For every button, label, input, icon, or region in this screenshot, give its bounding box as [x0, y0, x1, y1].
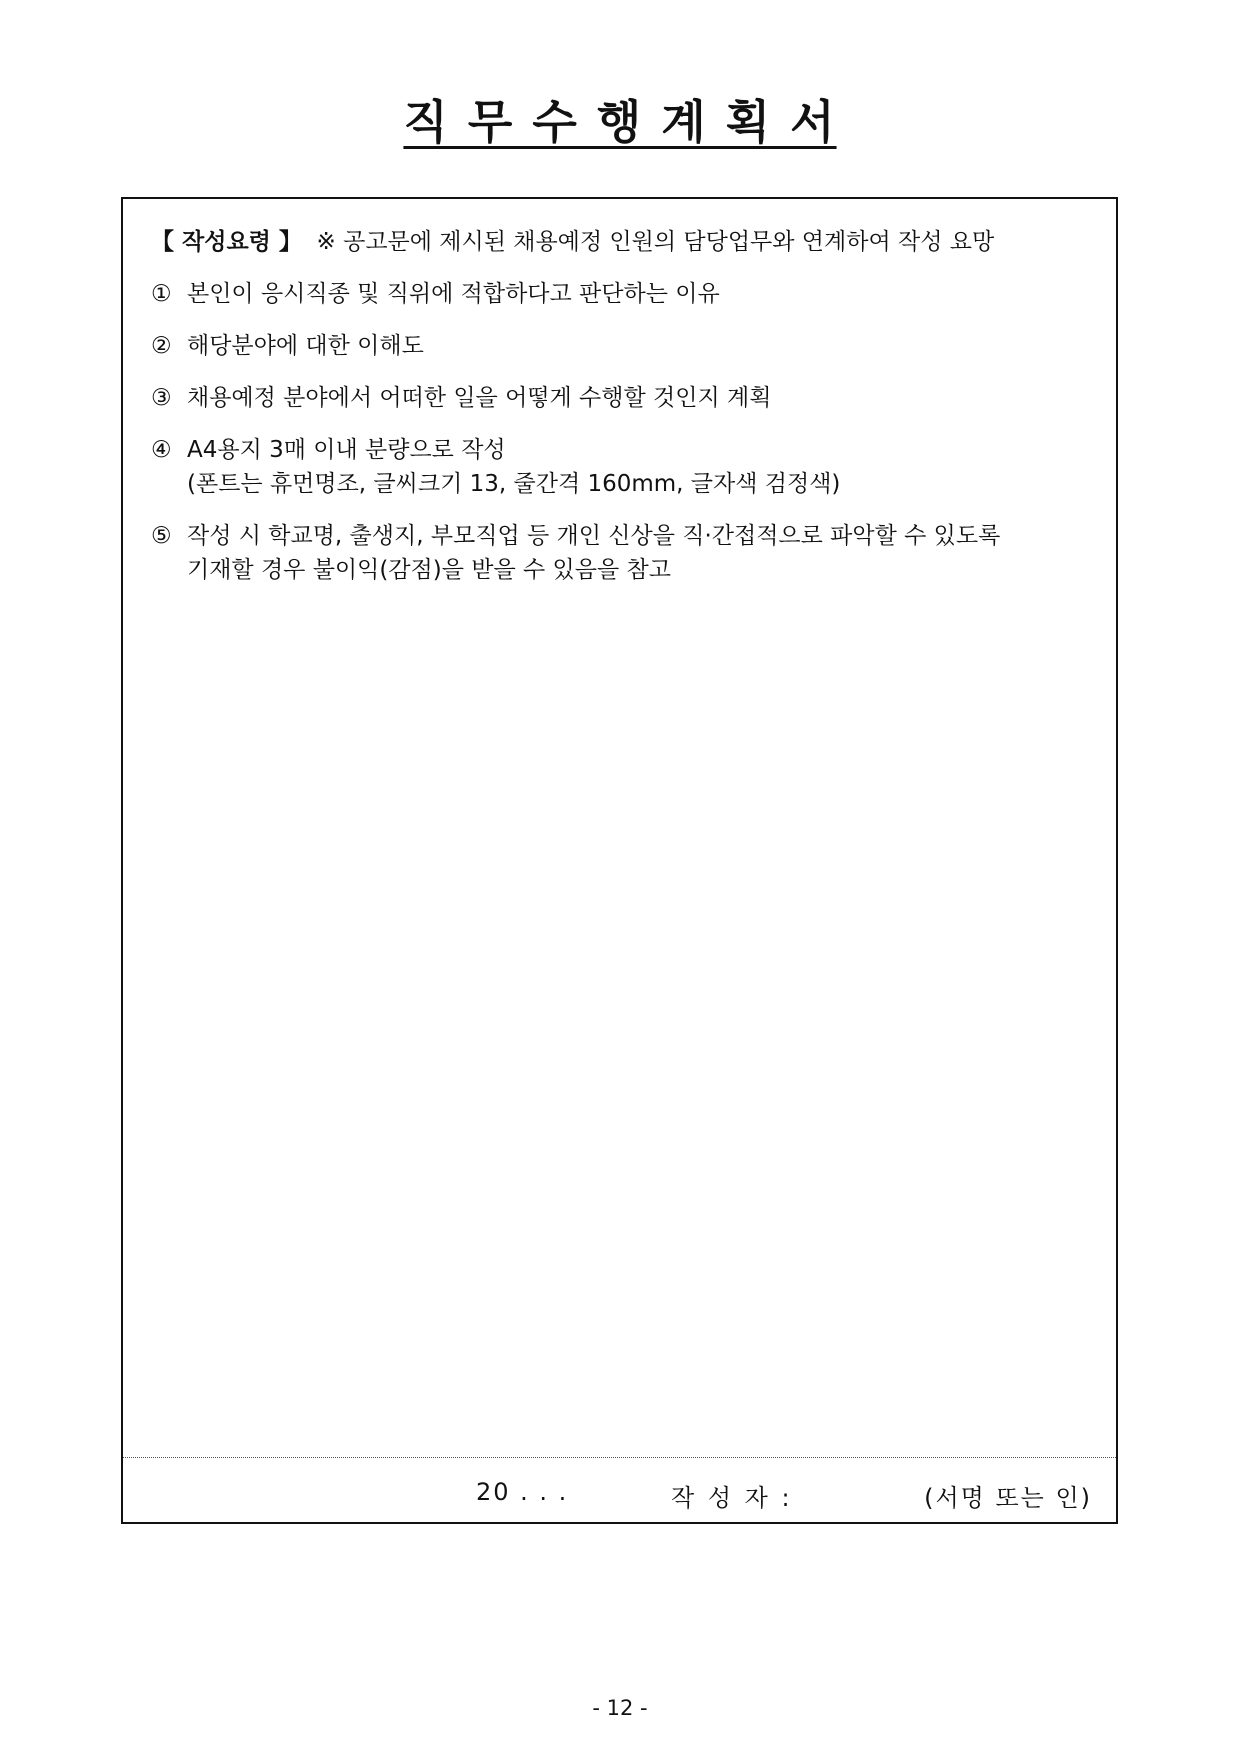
guide-item-5 [151, 519, 1091, 587]
guide-item-text: A4용지 3매 이내 분량으로 작성 [187, 437, 506, 463]
guide-header [151, 225, 1091, 259]
guide-item-text: 해당분야에 대한 이해도 [187, 333, 424, 359]
guide-item-text: 본인이 응시직종 및 직위에 적합하다고 판단하는 이유 [187, 281, 720, 307]
guide-item-number: ③ [151, 385, 172, 411]
guide-item-number: ⑤ [151, 523, 172, 549]
date-field[interactable]: 20 . . . [476, 1478, 569, 1506]
document-title [0, 92, 1240, 152]
guide-item-4 [151, 433, 1091, 501]
guide-item-text-line2: 기재할 경우 불이익(감점)을 받을 수 있음을 참고 [187, 557, 671, 583]
guide-label: 【 작성요령 】 [151, 229, 302, 255]
guide-item-number: ④ [151, 437, 172, 463]
signature-row [123, 1457, 1116, 1523]
guide-item-text: 채용예정 분야에서 어떠한 일을 어떻게 수행할 것인지 계획 [187, 385, 772, 411]
guide-item-text: 작성 시 학교명, 출생지, 부모직업 등 개인 신상을 직·간접적으로 파악할 수 있도록 [187, 523, 1001, 549]
writing-guide [151, 225, 1091, 587]
guide-item-3 [151, 381, 1091, 415]
guide-item-number: ② [151, 333, 172, 359]
plan-form-box [121, 197, 1118, 1524]
guide-item-1 [151, 277, 1091, 311]
signature-seal-label: (서명 또는 인) [924, 1484, 1092, 1512]
guide-note: ※ 공고문에 제시된 채용예정 인원의 담당업무와 연계하여 작성 요망 [316, 229, 995, 255]
guide-item-2 [151, 329, 1091, 363]
author-label: 작 성 자 : [671, 1484, 793, 1512]
guide-item-text-line2: (폰트는 휴먼명조, 글씨크기 13, 줄간격 160mm, 글자색 검정색) [187, 471, 841, 497]
page-number: - 12 - [592, 1696, 648, 1720]
guide-item-number: ① [151, 281, 172, 307]
document-title-text: 직 무 수 행 계 획 서 [403, 95, 837, 149]
